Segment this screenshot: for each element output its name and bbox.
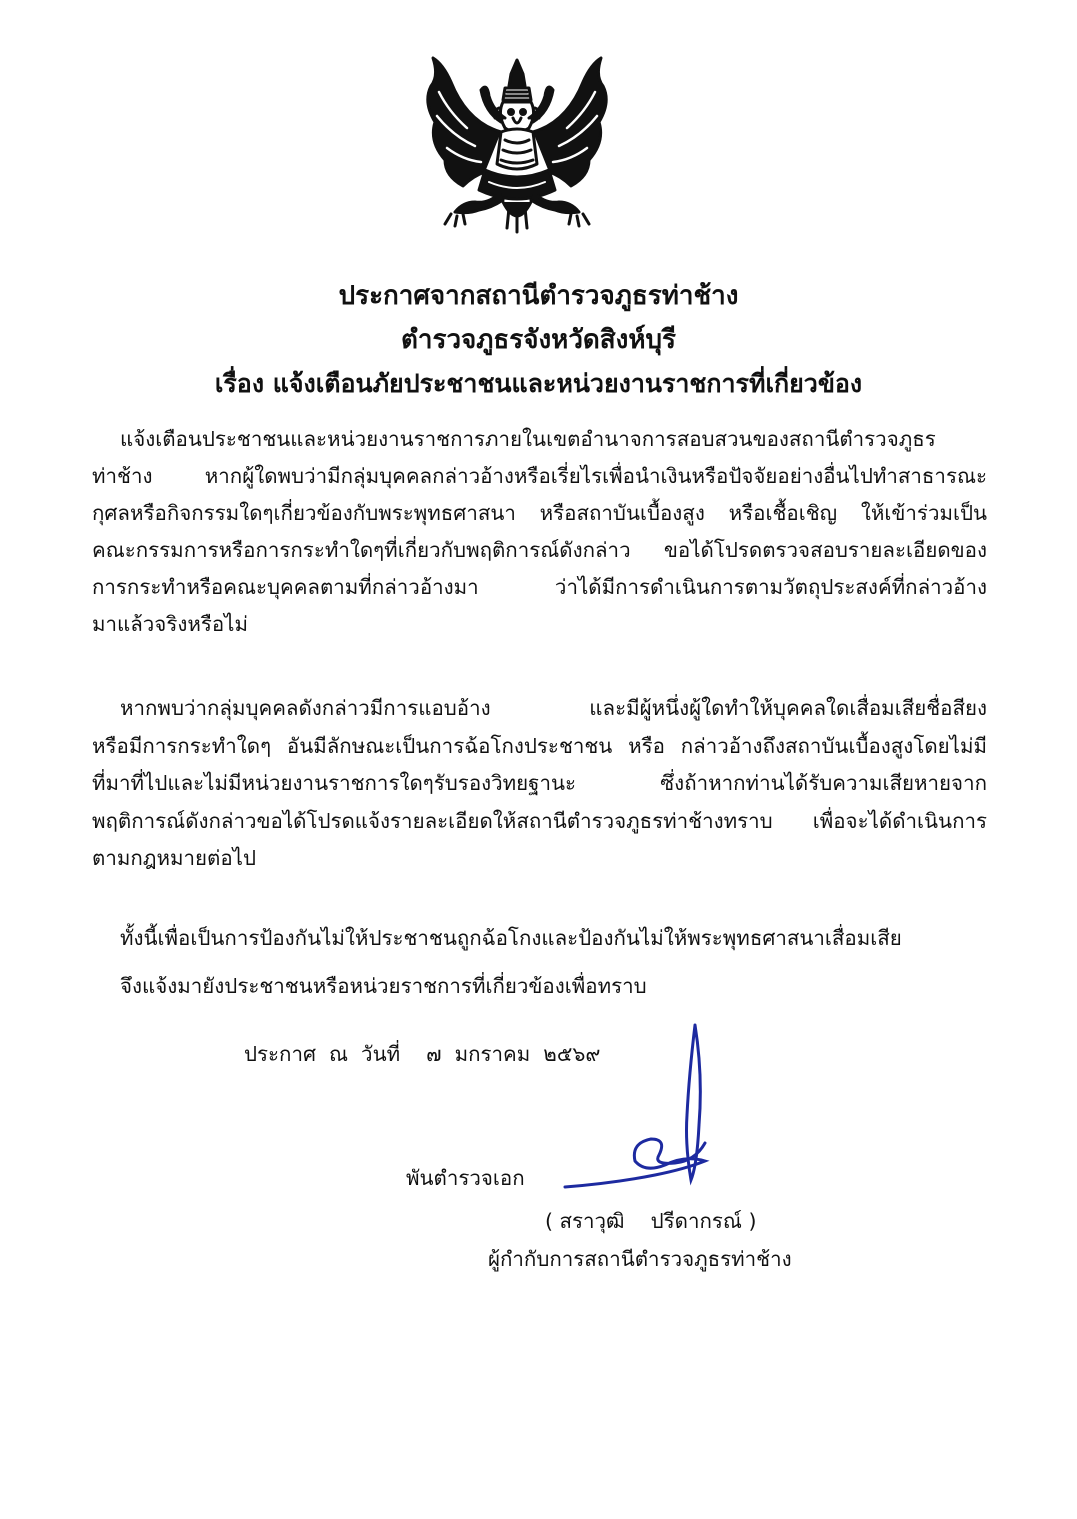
announcement-organization: ตำรวจภูธรจังหวัดสิงห์บุรี (401, 325, 676, 355)
paragraph1-line: คณะกรรมการหรือการกระทำใดๆที่เกี่ยวกับพฤติการณ์ดังกล่าว ขอได้โปรดตรวจสอบรายละเอียดของ (92, 538, 987, 562)
announcement-subject: เรื่อง แจ้งเตือนภัยประชาชนและหน่วยงานราชการที่เกี่ยวข้อง (214, 369, 863, 398)
title-block (0, 274, 1077, 406)
paragraph3: ทั้งนี้เพื่อเป็นการป้องกันไม่ให้ประชาชนถูกฉ้อโกงและป้องกันไม่ให้พระพุทธศาสนาเสื่อมเสีย (120, 926, 902, 950)
paragraph2-line: พฤติการณ์ดังกล่าวขอได้โปรดแจ้งรายละเอียดให้สถานีตำรวจภูธรท่าช้างทราบ เพื่อจะได้ดำเนินการ (92, 809, 987, 833)
signature-icon (555, 1015, 735, 1200)
signer-position: ผู้กำกับการสถานีตำรวจภูธรท่าช้าง (488, 1247, 792, 1271)
paragraph2-line: หากพบว่ากลุ่มบุคคลดังกล่าวมีการแอบอ้าง และมีผู้หนึ่งผู้ใดทำให้บุคคลใดเสื่อมเสียชื่อสียง (120, 696, 987, 720)
signer-name: ( สราวุฒิ ปรีดากรณ์ ) (545, 1209, 757, 1233)
paragraph2-line: หรือมีการกระทำใดๆ อันมีลักษณะเป็นการฉ้อโกงประชาชน หรือ กล่าวอ้างถึงสถาบันเบื้องสูงโดยไม่มี (92, 734, 987, 758)
announcement-date: ประกาศ ณ วันที่ ๗ มกราคม ๒๕๖๙ (244, 1042, 601, 1066)
garuda-emblem-icon (415, 52, 620, 242)
paragraph2-line: ที่มาที่ไปและไม่มีหน่วยงานราชการใดๆรับรองวิทยฐานะ ซึ่งถ้าหากท่านได้รับความเสียหายจาก (92, 771, 987, 795)
paragraph1-line: แจ้งเตือนประชาชนและหน่วยงานราชการภายในเขตอำนาจการสอบสวนของสถานีตำรวจภูธร (120, 427, 936, 451)
paragraph1-line: ท่าช้าง หากผู้ใดพบว่ามีกลุ่มบุคคลกล่าวอ้างหรือเรี่ยไรเพื่อนำเงินหรือปัจจัยอย่างอื่นไปทำสาธารณะ (92, 464, 987, 488)
announcement-title: ประกาศจากสถานีตำรวจภูธรท่าช้าง (338, 281, 739, 311)
paragraph2-line: ตามกฎหมายต่อไป (92, 846, 257, 870)
paragraph1-line: กุศลหรือกิจกรรมใดๆเกี่ยวข้องกับพระพุทธศาสนา หรือสถาบันเบื้องสูง หรือเชื้อเชิญ ให้เข้าร่วมเป็น (92, 501, 987, 525)
signer-rank: พันตำรวจเอก (406, 1166, 525, 1190)
paragraph1-line: มาแล้วจริงหรือไม่ (92, 612, 249, 636)
paragraph1-line: การกระทำหรือคณะบุคคลตามที่กล่าวอ้างมา ว่าได้มีการดำเนินการตามวัตถุประสงค์ที่กล่าวอ้าง (92, 575, 987, 599)
paragraph4: จึงแจ้งมายังประชาชนหรือหน่วยราชการที่เกี่ยวข้องเพื่อทราบ (120, 974, 647, 998)
